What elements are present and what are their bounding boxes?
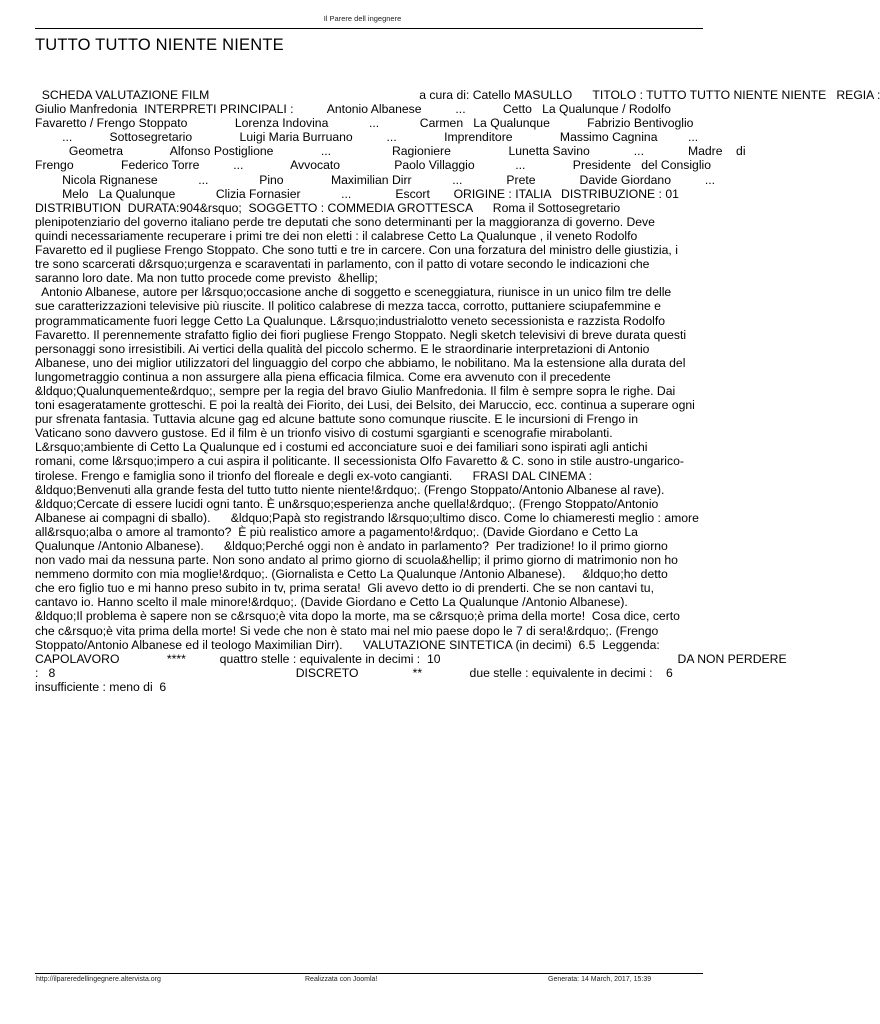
- article-text-line: Vaticano sono davvero gustose. Ed il film è un trionfo visivo di costumi sgargianti e scenografie mirabolanti.: [35, 426, 613, 441]
- article-text-line: Giulio Manfredonia INTERPRETI PRINCIPALI : Antonio Albanese ... Cetto La Qualunque / Rodolfo: [35, 102, 671, 117]
- article-text-line: lungometraggio continua a non assurgere alla piena efficacia filmica. Come era avvenuto con il precedente: [35, 369, 611, 384]
- article-text-line: programmaticamente fuori legge Cetto La Qualunque. L&rsquo;industrialotto veneto secessionista e razzista Rodolfo: [35, 313, 666, 328]
- article-text-line: Qualunque /Antonio Albanese). &ldquo;Perché oggi non è andato in parlamento? Per tradizione! Io il primo giorno: [35, 539, 668, 553]
- article-text-line: pur sfrenata fantasia. Tuttavia alcune gag ed alcune battute sono comunque riuscite. E le incursioni di Frengo in: [35, 412, 638, 427]
- article-text-line: CAPOLAVORO **** quattro stelle : equivalente in decimi : 10 DA NON PERDERE: [35, 651, 787, 666]
- footer-generated-date: Generata: 14 March, 2017, 15:39: [548, 976, 652, 983]
- article-text-line: &ldquo;Qualunquemente&rdquo;, sempre per la regia del bravo Giulio Manfredonia. Il film è sempre sopra le righe. Dai: [35, 383, 676, 398]
- article-text-line: nemmeno dormito con mia moglie!&rdquo;. (Giornalista e Cetto La Qualunque /Antonio Albanese). &ldquo;ho detto: [35, 567, 668, 582]
- article-text-line: : 8 DISCRETO ** due stelle : equivalente in decimi : 6: [35, 665, 673, 680]
- page-header-site-name: Il Parere dell ingegnere: [323, 14, 402, 23]
- article-text-line: saranno loro date. Ma non tutto procede come previsto &hellip;: [35, 271, 378, 286]
- article-text-line: tirolese. Frengo e famiglia sono il trionfo del floreale e degli ex-voto cangianti. FRASI DAL CINEMA :: [35, 468, 593, 483]
- article-text-line: plenipotenziario del governo italiano perde tre deputati che sono determinanti per la maggioranza di governo. Deve: [35, 214, 655, 229]
- article-text-line: Melo La Qualunque Clizia Fornasier ... Escort ORIGINE : ITALIA DISTRIBUZIONE : 01: [35, 186, 679, 201]
- article-text-line: non vado mai da nessuna parte. Non sono andato al primo giorno di scuola&hellip; il primo giorno di matrimonio non ho: [35, 553, 678, 568]
- article-text-line: Stoppato/Antonio Albanese ed il teologo Maximilian Dirr). VALUTAZIONE SINTETICA (in decimi) 6.5 Leggenda:: [35, 637, 660, 652]
- article-text-line: Albanese, uno dei miglior utilizzatori del linguaggio del corpo che abbiamo, le nobilitano. Ma la estensione alla durata del: [35, 355, 686, 370]
- article-text-line: Nicola Rignanese ... Pino Maximilian Dirr ... Prete Davide Giordano ...: [35, 172, 716, 187]
- article-text-line: tre sono scarcerati d&rsquo;urgenza e scaraventati in parlamento, con il patto di votare secondo le indicazioni che: [35, 257, 650, 272]
- article-text-line: &ldquo;Il problema è sapere non se c&rsquo;è vita dopo la morte, ma se c&rsquo;è prima della morte! Cosa dice, certo: [35, 609, 680, 624]
- article-text-line: romani, come l&rsquo;impero a cui aspira il politicante. Il secessionista Olfo Favaretto & C. sono in stile austro-ungarico-: [35, 454, 684, 469]
- article-title: TUTTO TUTTO NIENTE NIENTE: [35, 36, 284, 54]
- article-text-line: all&rsquo;alba o amore al tramonto? È più realistico amore a pagamento!&rdquo;. (Davide Giordano e Cetto La: [35, 524, 638, 539]
- header-divider: [35, 28, 703, 29]
- footer-powered-by: Realizzata con Joomla!: [305, 976, 378, 983]
- article-text-line: toni esageratamente grotteschi. E poi la realtà dei Fiorito, dei Lusi, dei Belsito, dei Maruccio, ecc. continua a superare ogni: [35, 398, 695, 413]
- article-text-line: Albanese ai compagni di sballo). &ldquo;Papà sto registrando l&rsquo;ultimo disco. Come lo chiameresti meglio : amore: [35, 510, 699, 525]
- article-text-line: Antonio Albanese, autore per l&rsquo;occasione anche di soggetto e sceneggiatura, riunisce in un unico film tre delle: [35, 285, 672, 300]
- article-text-line: cantavo io. Hanno scelto il male minore!&rdquo;. (Davide Giordano e Cetto La Qualunque /Antonio Albanese).: [35, 595, 628, 610]
- article-text-line: ... Sottosegretario Luigi Maria Burruano ... Imprenditore Massimo Cagnina ...: [35, 130, 699, 145]
- article-text-line: SCHEDA VALUTAZIONE FILM a cura di: Catello MASULLO TITOLO : TUTTO TUTTO NIENTE NIENTE REGIA :: [35, 88, 880, 102]
- article-text-line: quindi necessariamente recuperare i primi tre dei non eletti : il calabrese Cetto La Qualunque , il veneto Rodolfo: [35, 228, 638, 243]
- article-text-line: insufficiente : meno di 6: [35, 679, 167, 694]
- footer-site-url[interactable]: http://ilpareredellingegnere.altervista.org: [36, 976, 161, 983]
- article-text-line: Geometra Alfonso Postiglione ... Ragioniere Lunetta Savino ... Madre di: [35, 144, 746, 159]
- article-text-line: Favaretto. Il perennemente strafatto figlio dei fiori pugliese Frengo Stoppato. Negli sketch televisivi di breve durata questi: [35, 327, 687, 342]
- article-text-line: che ero figlio tuo e mi hanno preso subito in tv, prima serata! Gli avevo detto io di prenderti. Che se non cantavi tu,: [35, 581, 654, 596]
- article-text-line: che c&rsquo;è vita prima della morte! Si vede che non è stato mai nel mio paese dopo le 7 di sera!&rdquo;. (Frengo: [35, 623, 659, 638]
- article-text-line: Favaretto / Frengo Stoppato Lorenza Indovina ... Carmen La Qualunque Fabrizio Bentivoglio: [35, 116, 694, 131]
- article-text-line: personaggi sono irresistibili. Ai vertici della qualità del piccolo schermo. E le straordinarie interpretazioni di Antonio: [35, 341, 650, 356]
- article-text-line: L&rsquo;ambiente di Cetto La Qualunque ed i costumi ed acconciature suoi e dei familiari sono ispirati agli antichi: [35, 440, 648, 455]
- article-text-line: Favaretto ed il pugliese Frengo Stoppato. Che sono tutti e tre in carcere. Con una forzatura del ministro delle giustizia, i: [35, 243, 678, 258]
- article-text-line: sue caratterizzazioni televisive più riuscite. Il politico calabrese di mezza tacca, corrotto, puttaniere sciupafemmine e: [35, 299, 661, 314]
- article-body: [35, 88, 880, 708]
- article-text-line: &ldquo;Cercate di essere lucidi ogni tanto. È un&rsquo;esperienza anche quella!&rdquo;. (Frengo Stoppato/Antonio: [35, 496, 659, 511]
- article-text-line: &ldquo;Benvenuti alla grande festa del tutto tutto niente niente!&rdquo;. (Frengo Stoppato/Antonio Albanese al rave).: [35, 482, 665, 497]
- article-text-line: Frengo Federico Torre ... Avvocato Paolo Villaggio ... Presidente del Consiglio: [35, 158, 712, 173]
- footer-divider: [35, 973, 703, 974]
- article-text-line: DISTRIBUTION DURATA:904&rsquo; SOGGETTO : COMMEDIA GROTTESCA Roma il Sottosegretario: [35, 200, 621, 215]
